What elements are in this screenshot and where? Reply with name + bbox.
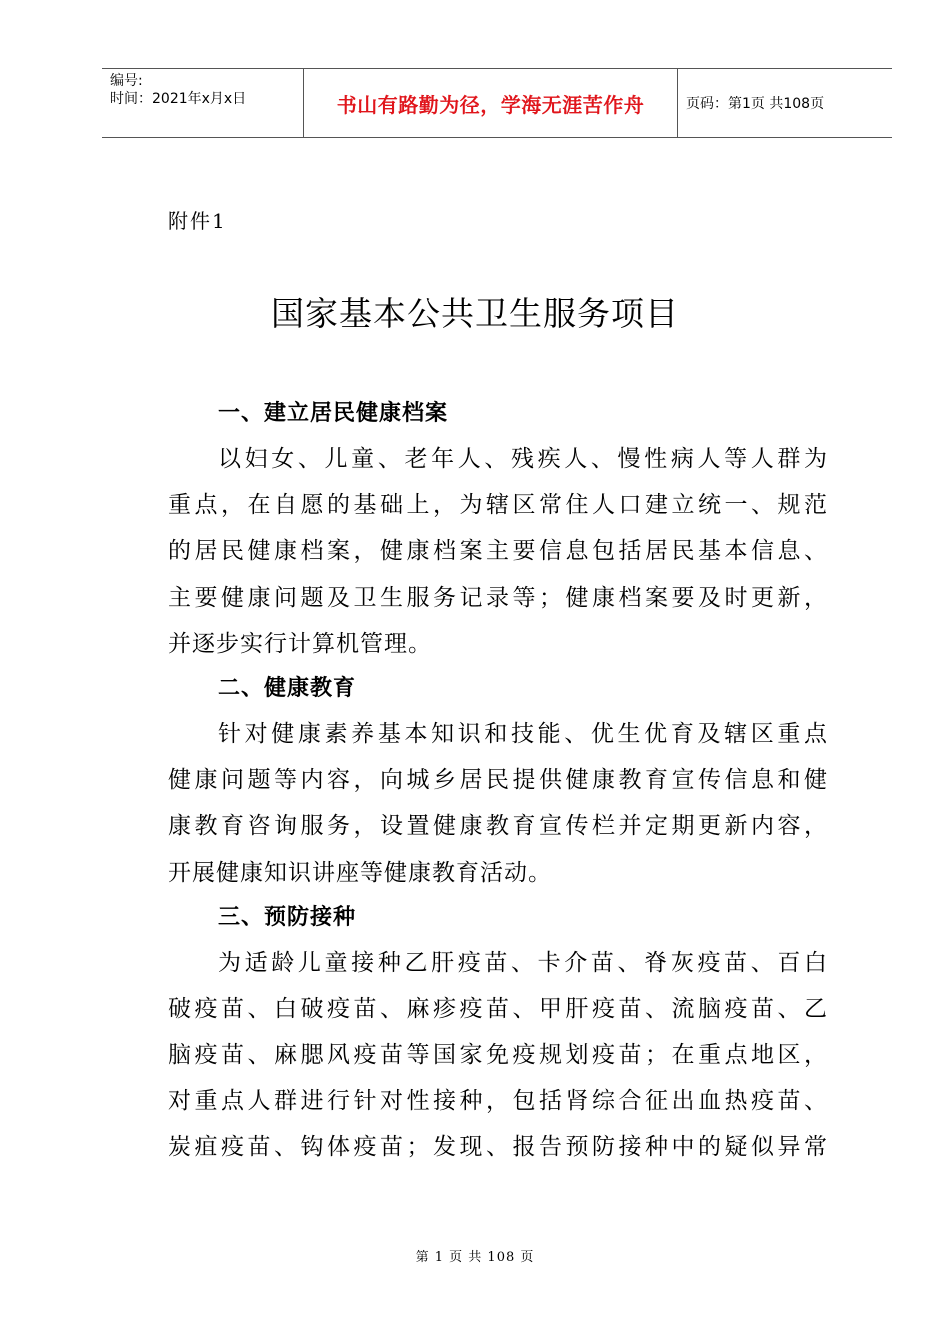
document-title: 国家基本公共卫生服务项目 [271,294,679,333]
header-page-label: 页码：第1页 共108页 [686,96,825,112]
page-footer: 第 1 页 共 108 页 [415,1250,535,1265]
paragraph-line: 以妇女、儿童、老年人、残疾人、慢性病人等人群为 [218,446,828,472]
page-header [102,68,892,138]
paragraph-line: 主要健康问题及卫生服务记录等；健康档案要及时更新， [168,584,828,611]
paragraph-line: 开展健康知识讲座等健康教育活动。 [168,859,552,886]
paragraph-line: 并逐步实行计算机管理。 [168,630,432,657]
paragraph-line: 针对健康素养基本知识和技能、优生优育及辖区重点 [218,720,828,747]
paragraph-line: 脑疫苗、麻腮风疫苗等国家免疫规划疫苗；在重点地区， [168,1042,828,1069]
section-heading: 二、健康教育 [218,675,357,701]
attachment-label: 附件1 [168,209,227,233]
paragraph-line: 健康问题等内容，向城乡居民提供健康教育宣传信息和健 [168,767,828,794]
section-heading: 三、预防接种 [218,904,357,930]
document-body [168,392,828,1171]
paragraph-line: 康教育咨询服务，设置健康教育宣传栏并定期更新内容， [168,813,828,840]
paragraph-line: 重点，在自愿的基础上，为辖区常住人口建立统一、规范 [168,492,828,519]
section-heading: 一、建立居民健康档案 [218,401,449,426]
paragraph-line: 为适龄儿童接种乙肝疫苗、卡介苗、脊灰疫苗、百白 [218,949,828,976]
paragraph-line: 对重点人群进行针对性接种，包括肾综合征出血热疫苗、 [168,1088,828,1115]
number-label: 编号: [110,73,143,89]
header-motto: 书山有路勤为径，学海无涯苦作舟 [304,69,678,137]
time-label: 时间：2021年x月x日 [110,91,247,107]
paragraph-line: 破疫苗、白破疫苗、麻疹疫苗、甲肝疫苗、流脑疫苗、乙 [168,995,828,1022]
header-meta [102,69,304,137]
paragraph-line: 炭疽疫苗、钩体疫苗；发现、报告预防接种中的疑似异常 [168,1134,828,1161]
paragraph-line: 的居民健康档案，健康档案主要信息包括居民基本信息、 [168,538,828,565]
